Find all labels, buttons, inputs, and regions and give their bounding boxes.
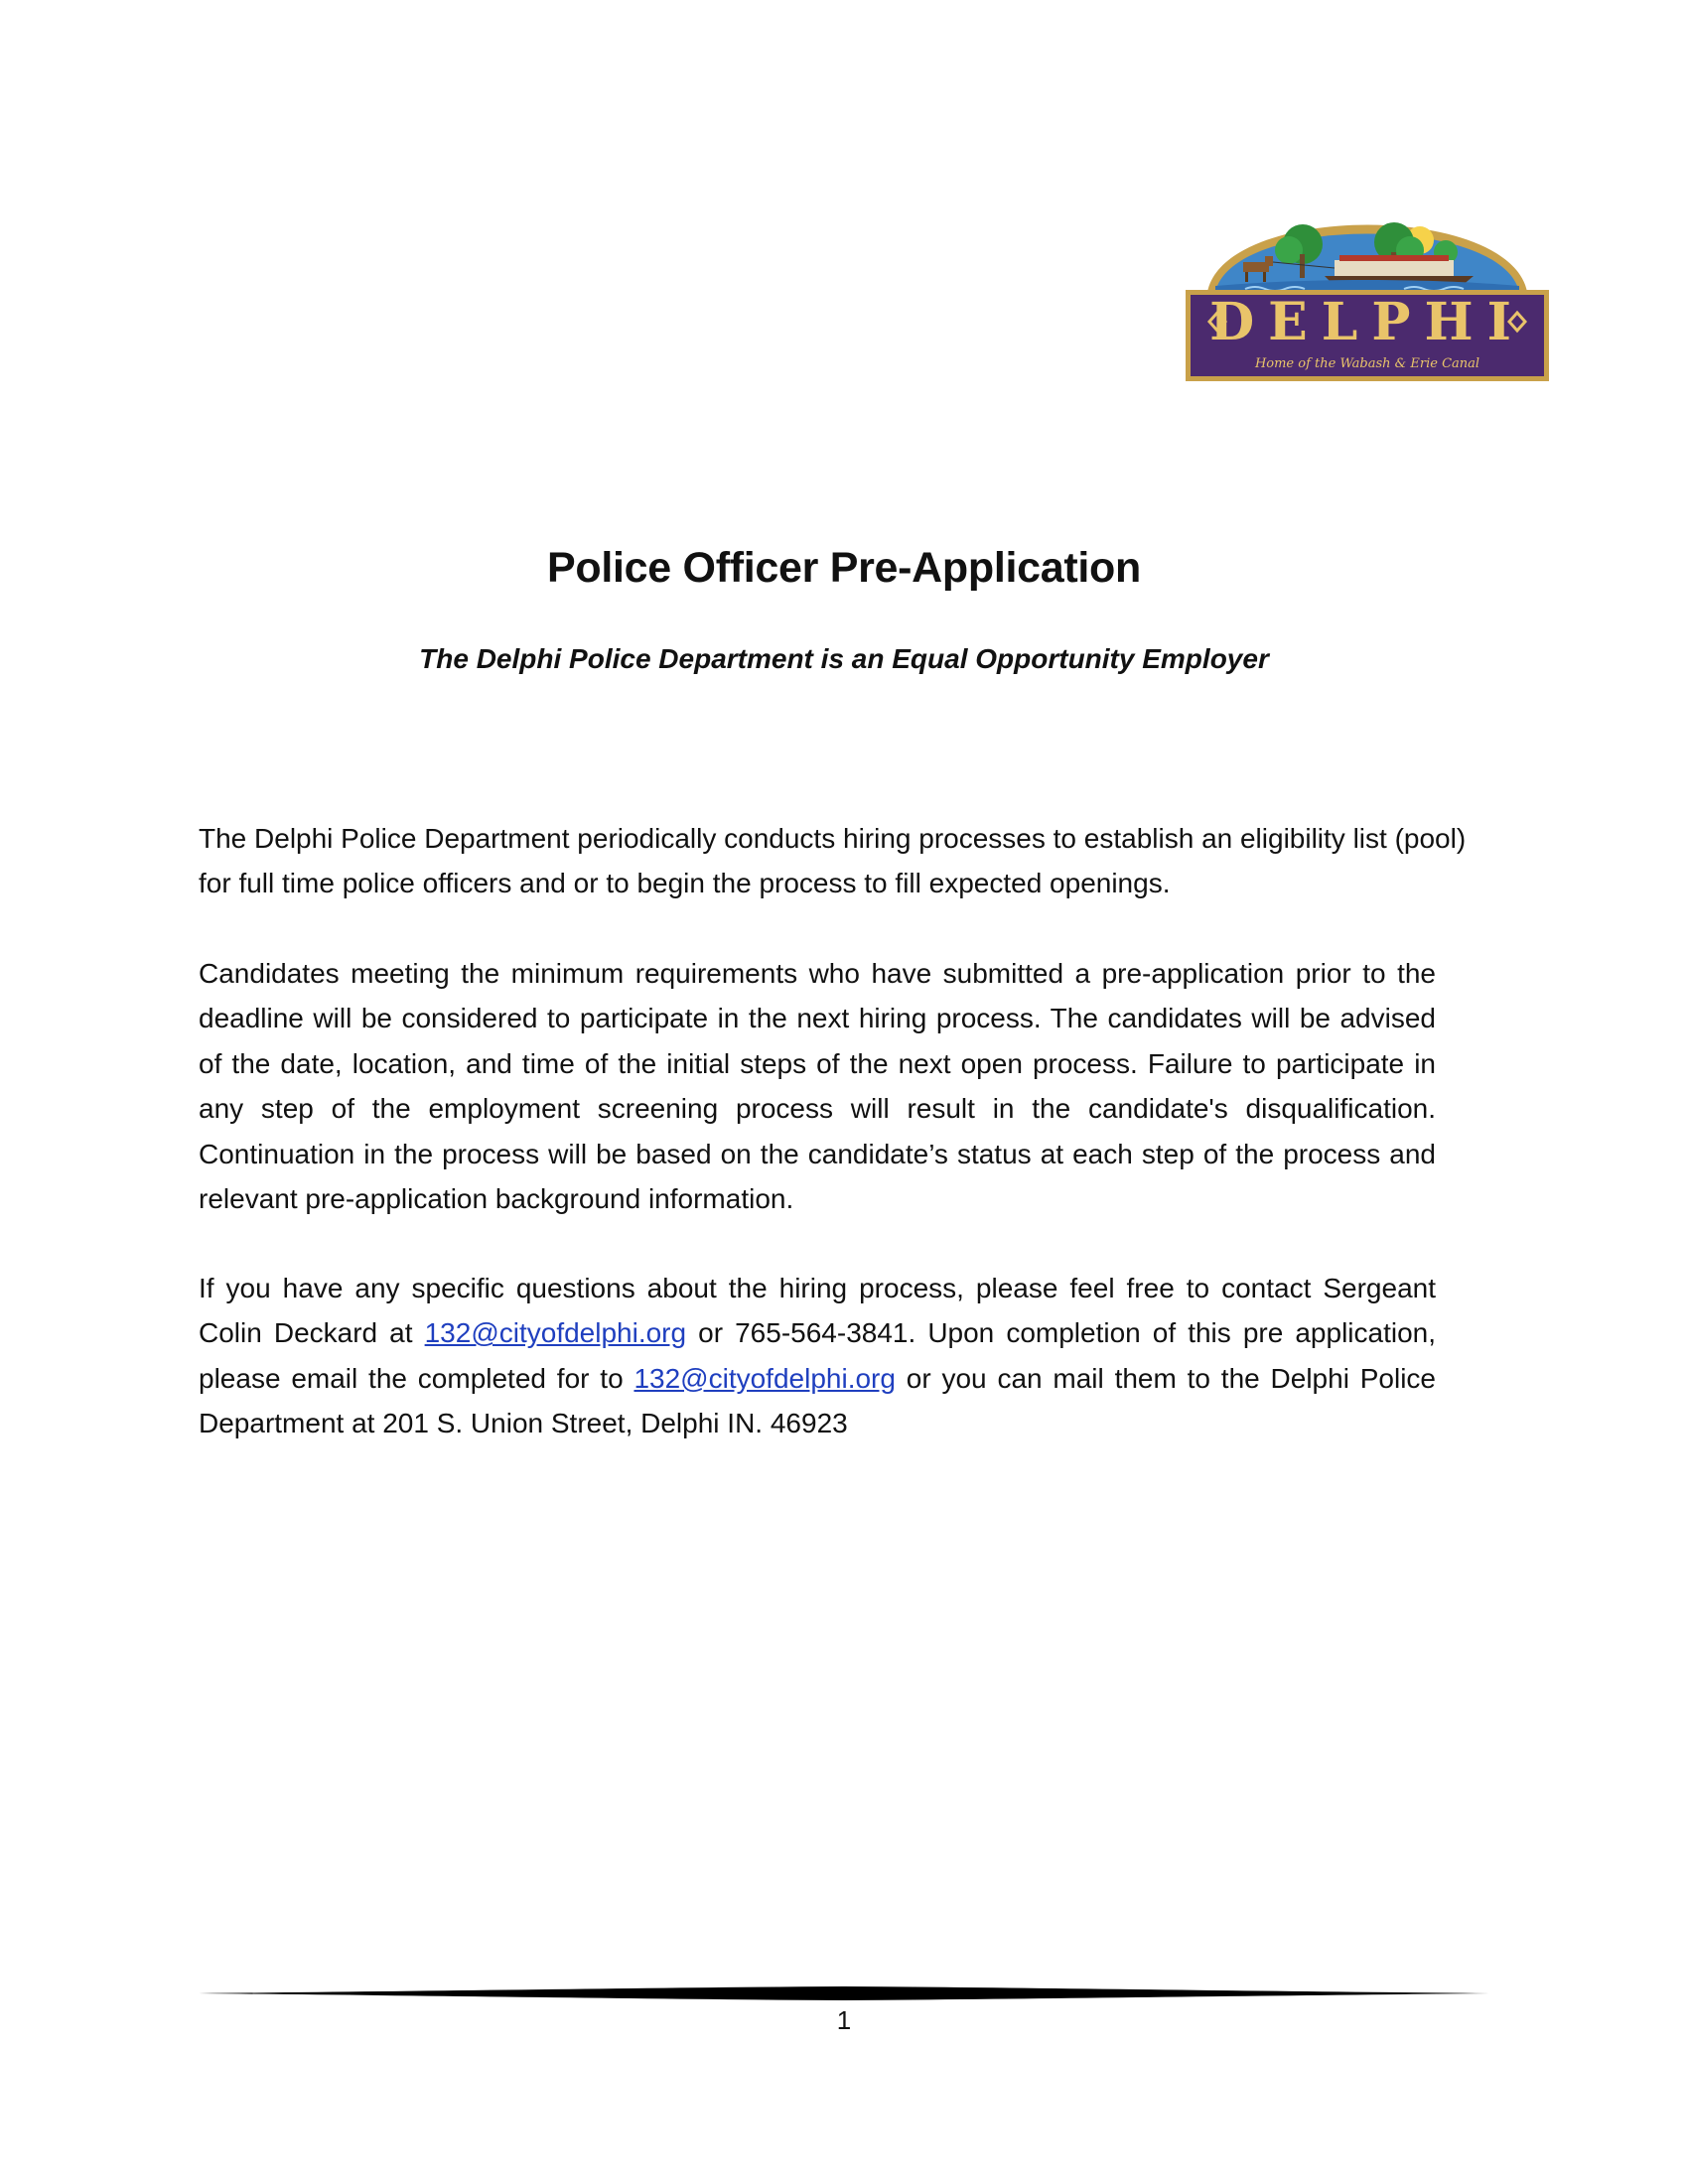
equal-opportunity-subtitle: The Delphi Police Department is an Equal Opportunity Employer [419, 643, 1269, 674]
page-title: Police Officer Pre-Application [547, 544, 1141, 592]
logo-tagline: Home of the Wabash & Erie Canal [1254, 356, 1480, 371]
footer-divider [199, 1986, 1489, 2000]
intro-paragraph: The Delphi Police Department periodically conducts hiring processes to establish an eligibility list (pool) for full time police officers and or to begin the process to fill expected openings. [199, 823, 1467, 899]
contact-text-1: If you have any specific questions about the hiring process, please feel free to contact Sergeant Colin Deckard at [199, 1273, 1436, 1349]
logo-name: DELPHI [1209, 292, 1525, 352]
delphi-logo [1186, 193, 1549, 381]
contact-text-3: or you can mail them to the Delphi Police Department at 201 S. Union Street, Delphi IN. 46923 [199, 1362, 1437, 1439]
contact-text-2: or 765-564-3841. Upon completion of this pre application, please email the completed for to [199, 1317, 1437, 1394]
contact-paragraph [199, 1266, 1436, 1446]
email-link-1[interactable]: 132@cityofdelphi.org [424, 1317, 687, 1349]
page-number: 1 [836, 2005, 852, 2035]
email-link-2[interactable]: 132@cityofdelphi.org [633, 1362, 896, 1394]
candidates-paragraph: Candidates meeting the minimum requirements who have submitted a pre-application prior to the deadline will be considered to participate in the next hiring process. The candidates will be advised of the date, location, and time of the initial steps of the next open process. Failure to participate in any step of the employment screening process will result in the candidate's disqualification. Continuation in the process will be based on the candidate’s status at each step of the process and relevant pre-application background information. [199, 958, 1436, 1215]
